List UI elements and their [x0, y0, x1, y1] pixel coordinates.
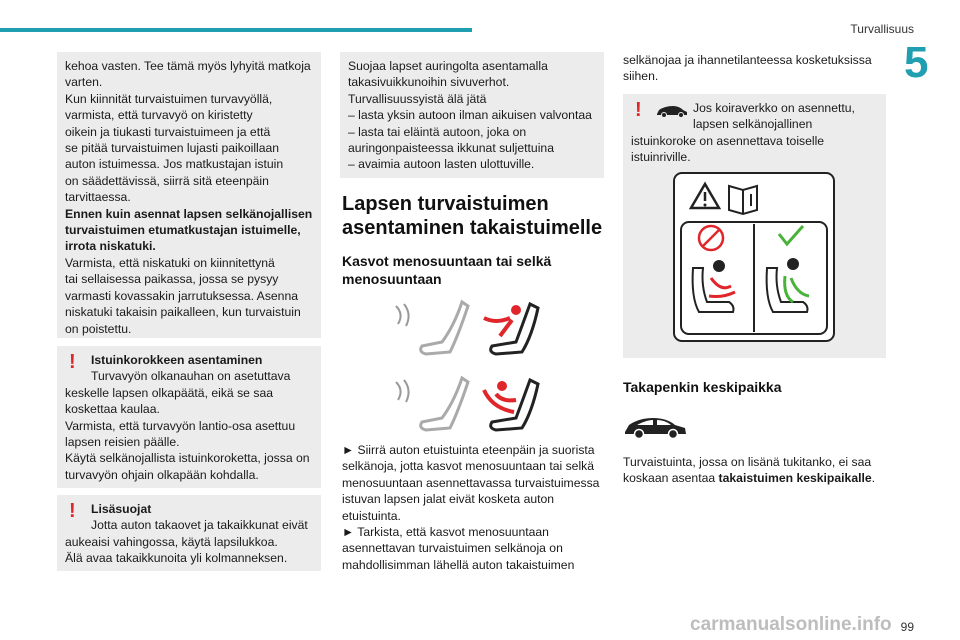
text-line: varmista, että turvavyö on kiristetty	[65, 108, 253, 123]
exclamation-warning-icon: !	[635, 99, 642, 121]
text-line: menosuuntaan asennettavassa turvaistuimessa	[342, 475, 600, 490]
text-line: keskelle lapsen olkapäätä, eikä se saa	[65, 385, 273, 400]
front-seat-icon	[421, 302, 468, 354]
text-line: istuinriville.	[631, 150, 691, 165]
text-line: Suojaa lapset auringolta asentamalla	[348, 59, 548, 73]
page-number: 99	[900, 620, 914, 634]
subheading-rear-center: Takapenkin keskipaikka	[623, 379, 782, 395]
text-line: ► Siirrä auton etuistuinta eteenpäin ja suorista	[342, 443, 595, 457]
continued-paragraph	[623, 52, 887, 85]
text-line: on säädettävissä, siirrä sitä eteenpäin	[65, 173, 269, 188]
text-line: Turvallisuussyistä älä jätä	[348, 91, 487, 106]
header-accent-bar	[0, 28, 472, 32]
child-seat-icon	[484, 318, 512, 336]
text-line: Kun kiinnität turvaistuimen turvavyöllä,	[65, 91, 273, 106]
text-line: Käytä selkänojallista istuinkoroketta, jossa on	[65, 451, 310, 466]
warning-box-booster	[57, 346, 321, 488]
bold-line: Ennen kuin asennat lapsen selkänojallisen	[65, 206, 313, 221]
text-line: Varmista, että niskatuki on kiinnitettynä	[65, 255, 275, 270]
car-icon	[623, 414, 689, 440]
warning-box-dog-guard	[623, 94, 886, 358]
bold-line: irrota niskatuki.	[65, 239, 156, 254]
dog-guard-pictogram	[673, 172, 835, 342]
child-head-icon	[497, 381, 507, 391]
text-line: – lasta yksin autoon ilman aikuisen valvontaa	[348, 108, 592, 123]
text-line: Turvavyön olkanauhan on asetuttava	[91, 369, 291, 384]
text-line: koskettaa kaulaa.	[65, 402, 160, 417]
watermark: carmanualsonline.info	[690, 614, 892, 635]
text-line: tai sellaisessa paikassa, jossa se pysyy	[65, 272, 279, 287]
info-box-child-seat-belt	[57, 52, 321, 338]
text-line: varmasti kovassakin jarrutuksessa. Asenna	[65, 288, 299, 303]
section-title: Turvallisuus	[850, 22, 914, 36]
front-seat-icon	[421, 378, 468, 430]
text-line	[623, 470, 887, 486]
section-heading-line2: asentaminen takaistuimelle	[342, 217, 603, 239]
exclamation-warning-icon: !	[69, 500, 76, 522]
text-line: Turvaistuinta, jossa on lisänä tukitanko, ei saa	[623, 455, 872, 469]
rear-facing-seat-illustration	[392, 372, 542, 436]
text-line: Jotta auton takaovet ja takaikkunat eivät	[91, 518, 308, 533]
text-span: .	[871, 471, 876, 486]
text-line: istuvan lapsen jalat eivät kosketa auton	[342, 492, 555, 507]
text-line: etuistuinta.	[342, 508, 401, 523]
subheading-line1: Kasvot menosuuntaan tai selkä	[342, 253, 552, 269]
text-line: mahdollisimman lähellä auton takaistuimen	[342, 557, 575, 572]
text-span: koskaan asentaa	[623, 471, 719, 486]
warning-title: Lisäsuojat	[91, 502, 152, 516]
text-line: se pitää turvaistuimen lujasti paikoillaan	[65, 141, 280, 156]
text-line: tarvittaessa.	[65, 190, 131, 205]
child-seat-icon	[484, 390, 516, 412]
child-head-icon	[511, 305, 521, 315]
text-line: aukeaisi vahingossa, käytä lapsilukkoa.	[65, 534, 278, 549]
text-line: lapsen selkänojallinen	[693, 117, 813, 132]
text-line: oikein ja tiukasti turvaistuimeen ja että	[65, 124, 271, 139]
text-line: on poistettu.	[65, 321, 132, 336]
warning-title: Istuinkorokkeen asentaminen	[91, 353, 263, 367]
text-line: – avaimia autoon lasten ulottuville.	[348, 157, 535, 172]
motion-lines-icon	[396, 304, 409, 326]
bold-line: turvaistuimen etumatkustajan istuimelle,	[65, 223, 301, 238]
text-line: selkänojaa ja ihannetilanteessa kosketuksissa	[623, 53, 872, 67]
text-line: auringonpaisteessa ikkunat suljettuina	[348, 141, 554, 156]
text-line: lapsen reisien päälle.	[65, 435, 180, 450]
chapter-number: 5	[904, 38, 929, 87]
forward-facing-seat-illustration	[392, 296, 542, 360]
subheading-line2: menosuuntaan	[342, 271, 442, 287]
text-line: siihen.	[623, 69, 659, 84]
motion-lines-icon	[396, 380, 409, 402]
rear-center-paragraph	[623, 454, 887, 487]
text-line: Varmista, että turvavyön lantio-osa asettuu	[65, 418, 296, 433]
text-line: turvavyön ohjain olkapään kohdalla.	[65, 467, 259, 482]
car-icon	[655, 104, 689, 118]
instructions-paragraph	[342, 442, 606, 573]
exclamation-warning-icon: !	[69, 351, 76, 373]
text-line: selkänoja, jotta kasvot menosuuntaan tai selkä	[342, 459, 595, 474]
text-line: Älä avaa takaikkunoita yli kolmanneksen.	[65, 551, 288, 566]
info-box-sun-protection	[340, 52, 604, 178]
text-line: auton istuimessa. Jos matkustajan istuin	[65, 157, 284, 172]
text-line: asennettavan turvaistuimen selkänoja on	[342, 541, 563, 556]
text-line: takasivuikkunoihin sivuverhot.	[348, 75, 510, 90]
bold-text-span: takaistuimen keskipaikalle	[718, 471, 872, 486]
text-line: niskatuki takaisin paikalleen, kun turvaistuin	[65, 305, 301, 320]
warning-box-extra-protection	[57, 495, 321, 571]
text-line: – lasta tai eläintä autoon, joka on	[348, 124, 527, 139]
text-line: ► Tarkista, että kasvot menosuuntaan	[342, 525, 549, 540]
text-line: Jos koiraverkko on asennettu,	[693, 101, 855, 115]
section-heading-line1: Lapsen turvaistuimen	[342, 193, 549, 215]
text-line: istuinkoroke on asennettava toiselle	[631, 133, 825, 148]
text-line: kehoa vasten. Tee tämä myös lyhyitä matkoja	[65, 59, 311, 73]
text-line: varten.	[65, 75, 103, 90]
